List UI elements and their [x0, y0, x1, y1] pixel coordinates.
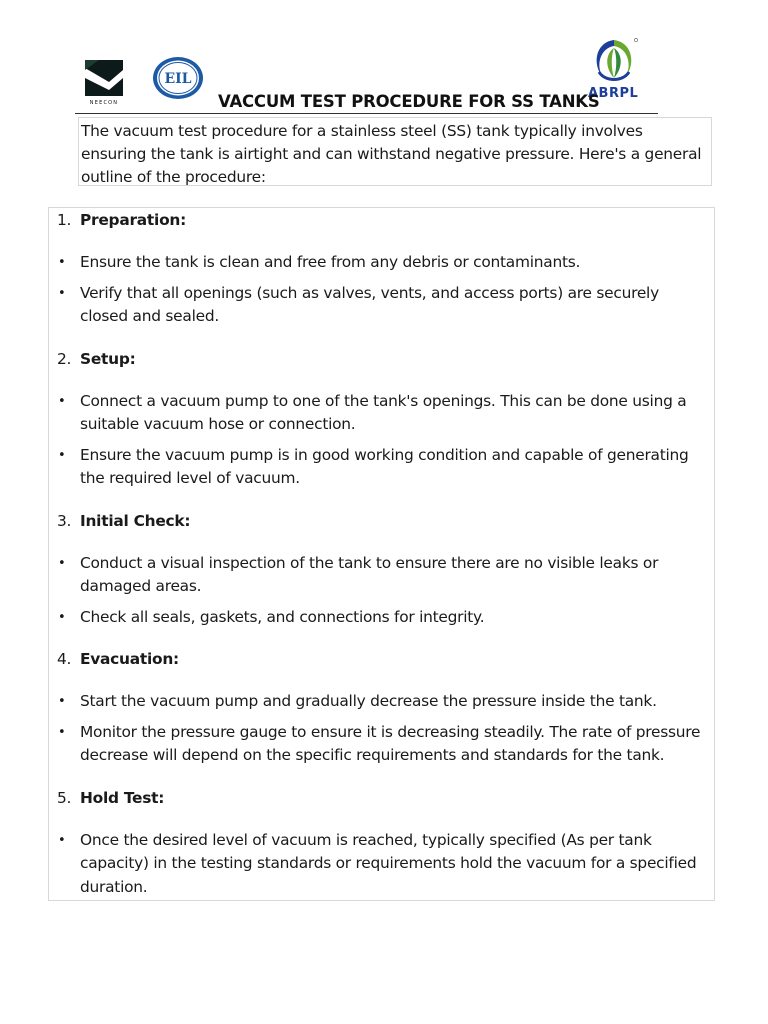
list-item	[49, 282, 714, 329]
step-number: 2.	[57, 349, 72, 368]
step-evacuation	[49, 647, 714, 768]
bullet-icon: •	[58, 832, 66, 848]
bullet-icon: •	[58, 555, 66, 571]
bullet-icon: •	[58, 694, 66, 709]
step-hold-test	[49, 786, 714, 900]
list-item	[49, 390, 714, 437]
list-item-text: Conduct a visual inspection of the tank to ensure there are no visible leaks or damaged areas.	[80, 553, 659, 595]
list-item-text: Once the desired level of vacuum is reached, typically specified (As per tank capacity) in the testing standards or requirements hold the vacuum for a specified duration.	[80, 830, 697, 896]
eil-logo	[152, 56, 204, 100]
step-number: 3.	[57, 511, 72, 530]
list-item	[49, 690, 714, 714]
neecon-logo	[85, 60, 125, 106]
intro-box	[78, 117, 712, 186]
step-initial-check	[49, 509, 714, 630]
list-item-text: Connect a vacuum pump to one of the tank's openings. This can be done using a suitable vacuum hose or connection.	[80, 391, 687, 433]
step-number: 4.	[57, 650, 72, 668]
list-item	[49, 552, 714, 599]
bullet-icon: •	[58, 609, 66, 625]
list-item	[49, 829, 714, 900]
step-number: 5.	[57, 788, 72, 807]
eil-logo-text: EIL	[164, 71, 192, 87]
step-preparation	[49, 208, 714, 329]
title-underline	[75, 113, 658, 114]
list-item	[49, 606, 714, 630]
list-item	[49, 444, 714, 491]
step-label: Evacuation:	[80, 650, 179, 668]
step-label: Preparation:	[80, 211, 187, 229]
bullet-icon: •	[58, 255, 66, 270]
step-setup	[49, 347, 714, 491]
step-label: Initial Check:	[80, 511, 191, 530]
bullet-icon: •	[58, 393, 66, 409]
list-item	[49, 251, 714, 275]
abrpl-logo-text: ABRPL	[588, 86, 639, 101]
list-item	[49, 721, 714, 768]
list-item-text: Start the vacuum pump and gradually decrease the pressure inside the tank.	[80, 692, 657, 710]
bullet-icon: •	[58, 447, 66, 463]
intro-text: The vacuum test procedure for a stainless steel (SS) tank typically involves ensuring the tank is airtight and can withstand negative pressure. Here's a general outline of the procedure:	[81, 122, 702, 186]
step-number: 1.	[57, 211, 72, 229]
bullet-icon: •	[58, 724, 66, 740]
list-item-text: Monitor the pressure gauge to ensure it is decreasing steadily. The rate of pressure decrease will depend on the specific requirements and standards for the tank.	[80, 722, 701, 764]
document-title: VACCUM TEST PROCEDURE FOR SS TANKS	[218, 92, 600, 111]
step-label: Hold Test:	[80, 788, 165, 807]
list-item-text: Ensure the tank is clean and free from any debris or contaminants.	[80, 253, 581, 271]
list-item-text: Ensure the vacuum pump is in good working condition and capable of generating the required level of vacuum.	[80, 445, 689, 487]
procedure-box	[48, 207, 715, 901]
bullet-icon: •	[58, 285, 66, 301]
neecon-logo-text: NEECON	[89, 100, 119, 106]
list-item-text: Verify that all openings (such as valves, vents, and access ports) are securely closed and sealed.	[80, 283, 659, 325]
list-item-text: Check all seals, gaskets, and connections for integrity.	[80, 607, 485, 626]
step-label: Setup:	[80, 349, 136, 368]
